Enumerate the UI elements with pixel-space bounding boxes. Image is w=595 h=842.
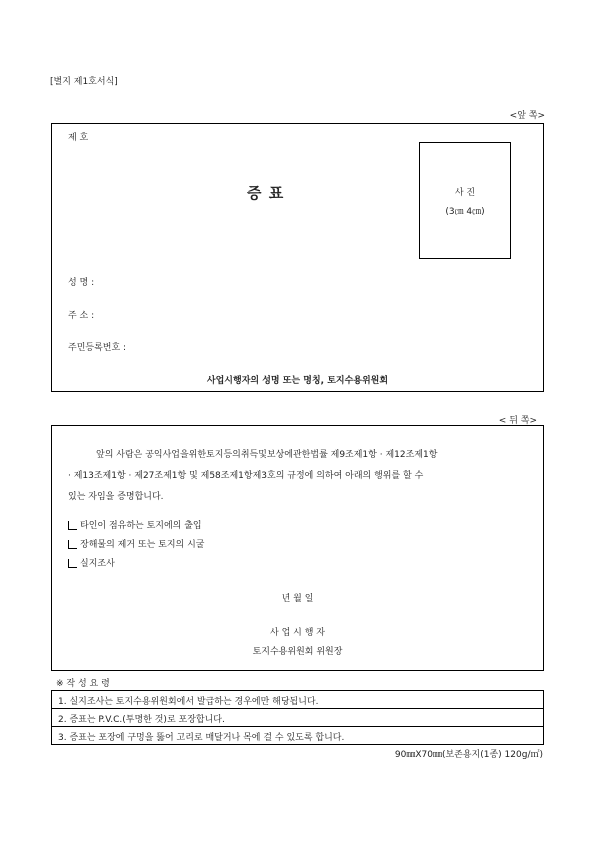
note-row (52, 691, 543, 709)
check-label: 장해물의 제거 또는 토지의 시굴 (80, 540, 205, 550)
form-label: [별지 제1호서식] (50, 77, 118, 87)
name-label: 성 명 : (68, 278, 95, 288)
authority-paragraph (68, 445, 538, 508)
number-label: 제 호 (68, 133, 89, 143)
check-item (68, 556, 115, 569)
check-item (68, 518, 202, 531)
back-side-label: < 뒤 쪽> (498, 416, 537, 426)
date-line: 년 월 일 (281, 594, 314, 604)
photo-size: (3㎝ 4㎝) (445, 207, 485, 217)
signer-committee: 토지수용위원회 위원장 (252, 647, 343, 657)
back-card (51, 425, 544, 671)
checkbox-icon (68, 521, 77, 530)
certificate-title: 증 표 (247, 184, 285, 202)
note-text: 2. 증표는 P.V.C.(투명한 것)로 포장합니다. (58, 715, 225, 725)
photo-label: 사 진 (454, 188, 476, 198)
paragraph-line: 앞의 사람은 공익사업을위한토지등의취득및보상에관한법률 제9조제1항 · 제12조제1항 (96, 450, 438, 460)
front-card (51, 123, 544, 392)
note-row (52, 727, 543, 744)
signer-operator: 사 업 시 행 자 (270, 628, 325, 638)
checkbox-icon (68, 540, 77, 549)
check-item (68, 537, 204, 550)
checkbox-icon (68, 559, 77, 568)
address-label: 주 소 : (68, 311, 95, 321)
photo-box (419, 142, 511, 259)
paper-spec: 90㎜X70㎜(보존용지(1종) 120g/㎡) (394, 750, 543, 760)
paragraph-line: 있는 자임을 증명합니다. (68, 492, 164, 502)
check-label: 타인이 점유하는 토지에의 출입 (80, 521, 202, 531)
notes-heading: ※ 작 성 요 령 (56, 679, 110, 689)
note-text: 1. 실지조사는 토지수용위원회에서 발급하는 경우에만 해당됩니다. (58, 697, 319, 707)
check-label: 실지조사 (80, 559, 115, 569)
note-row (52, 709, 543, 727)
id-number-label: 주민등록번호 : (68, 343, 127, 353)
paragraph-line: · 제13조제1항 · 제27조제1항 및 제58조제1항제3호의 규정에 의하여 아래의 행위를 할 수 (68, 471, 424, 481)
issuer-line: 사업시행자의 성명 또는 명칭, 토지수용위원회 (206, 376, 389, 386)
note-text: 3. 증표는 포장에 구멍을 뚫어 고리로 매달거나 목에 걸 수 있도록 합니다. (58, 733, 345, 743)
notes-box (51, 690, 544, 745)
front-side-label: <앞 쪽> (509, 111, 545, 121)
